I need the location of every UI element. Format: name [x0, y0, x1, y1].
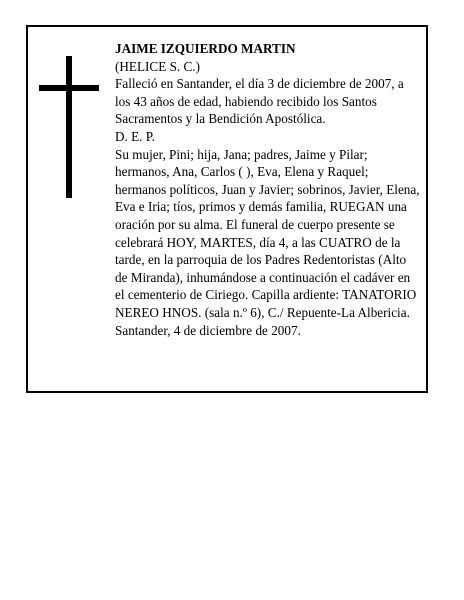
obituary-notice [26, 25, 428, 393]
place-date-line: Santander, 4 de diciembre de 2007. [115, 322, 301, 338]
cross-vertical-bar [66, 56, 72, 198]
notice-body [115, 40, 420, 339]
cross-horizontal-bar [39, 85, 99, 91]
deceased-name: JAIME IZQUIERDO MARTIN [115, 41, 296, 56]
deceased-alias: (HELICE S. C.) [115, 58, 200, 74]
cross-icon [39, 56, 99, 198]
family-and-funeral-details: Su mujer, Pini; hija, Jana; padres, Jaime y Pilar; hermanos, Ana, Carlos ( ), Eva, Elena y Raquel; hermanos políticos, Juan y Javier; sobrinos, Javier, Elena, Eva e Iria; tíos, primos y demás familia, RUEGAN una oración por su alma. El funeral de cuerpo presente se celebrará HOY, MARTES, día 4, a las CUATRO de la tarde, en la parroquia de los Padres Redentoristas (Alto de Miranda), inhumándose a continuación el cadáver en el cementerio de Ciriego. Capilla ardiente: TANATORIO NEREO HNOS. (sala n.º 6), C./ Repuente-La Albericia. [115, 146, 420, 320]
death-announcement: Falleció en Santander, el día 3 de diciembre de 2007, a los 43 años de edad, habiendo recibido los Santos Sacramentos y la Bendición Apostólica. [115, 76, 404, 127]
dep-line: D. E. P. [115, 128, 155, 144]
